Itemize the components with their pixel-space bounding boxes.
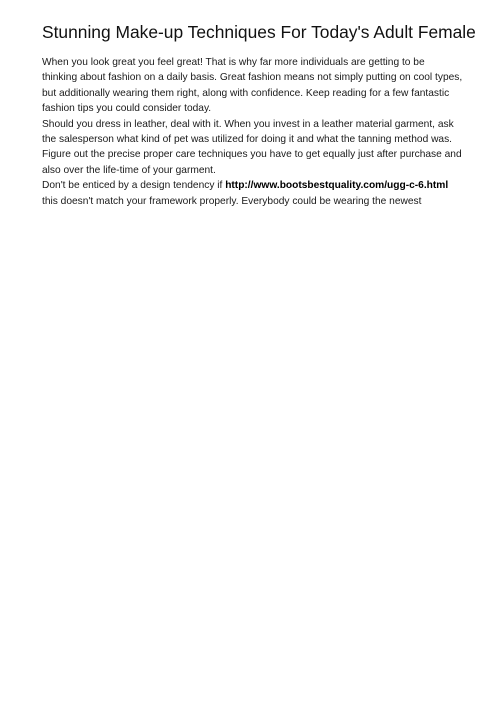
- body-text-line: the salesperson what kind of pet was utilized for doing it and what the tanning method was.: [42, 134, 453, 146]
- paragraph-leather: [42, 117, 462, 179]
- body-text-line: Figure out the precise proper care techniques you have to get equally just after purchase and: [42, 149, 462, 161]
- body-text-line: [42, 178, 462, 193]
- document-body: [42, 55, 462, 209]
- body-text-line: this doesn't match your framework properly. Everybody could be wearing the newest: [42, 195, 422, 207]
- body-text-line: but additionally wearing them right, along with confidence. Keep reading for a few fantastic: [42, 87, 450, 99]
- paragraph-intro: [42, 55, 462, 117]
- body-text-fragment: Don't be enticed by a design tendency if: [42, 180, 226, 192]
- document-title: Stunning Make-up Techniques For Today's Adult Female: [42, 22, 476, 42]
- body-text-line: Should you dress in leather, deal with it. When you invest in a leather material garment, ask: [42, 118, 454, 130]
- body-text-line: fashion tips you could consider today.: [42, 103, 212, 115]
- body-text-line: also over the life-time of your garment.: [42, 164, 216, 176]
- paragraph-trend: [42, 178, 462, 209]
- body-text-line: thinking about fashion on a daily basis. Great fashion means not simply putting on cool types,: [42, 72, 463, 84]
- product-link[interactable]: http://www.bootsbestquality.com/ugg-c-6.html: [225, 180, 449, 192]
- body-text-line: When you look great you feel great! That is why far more individuals are getting to be: [42, 57, 425, 68]
